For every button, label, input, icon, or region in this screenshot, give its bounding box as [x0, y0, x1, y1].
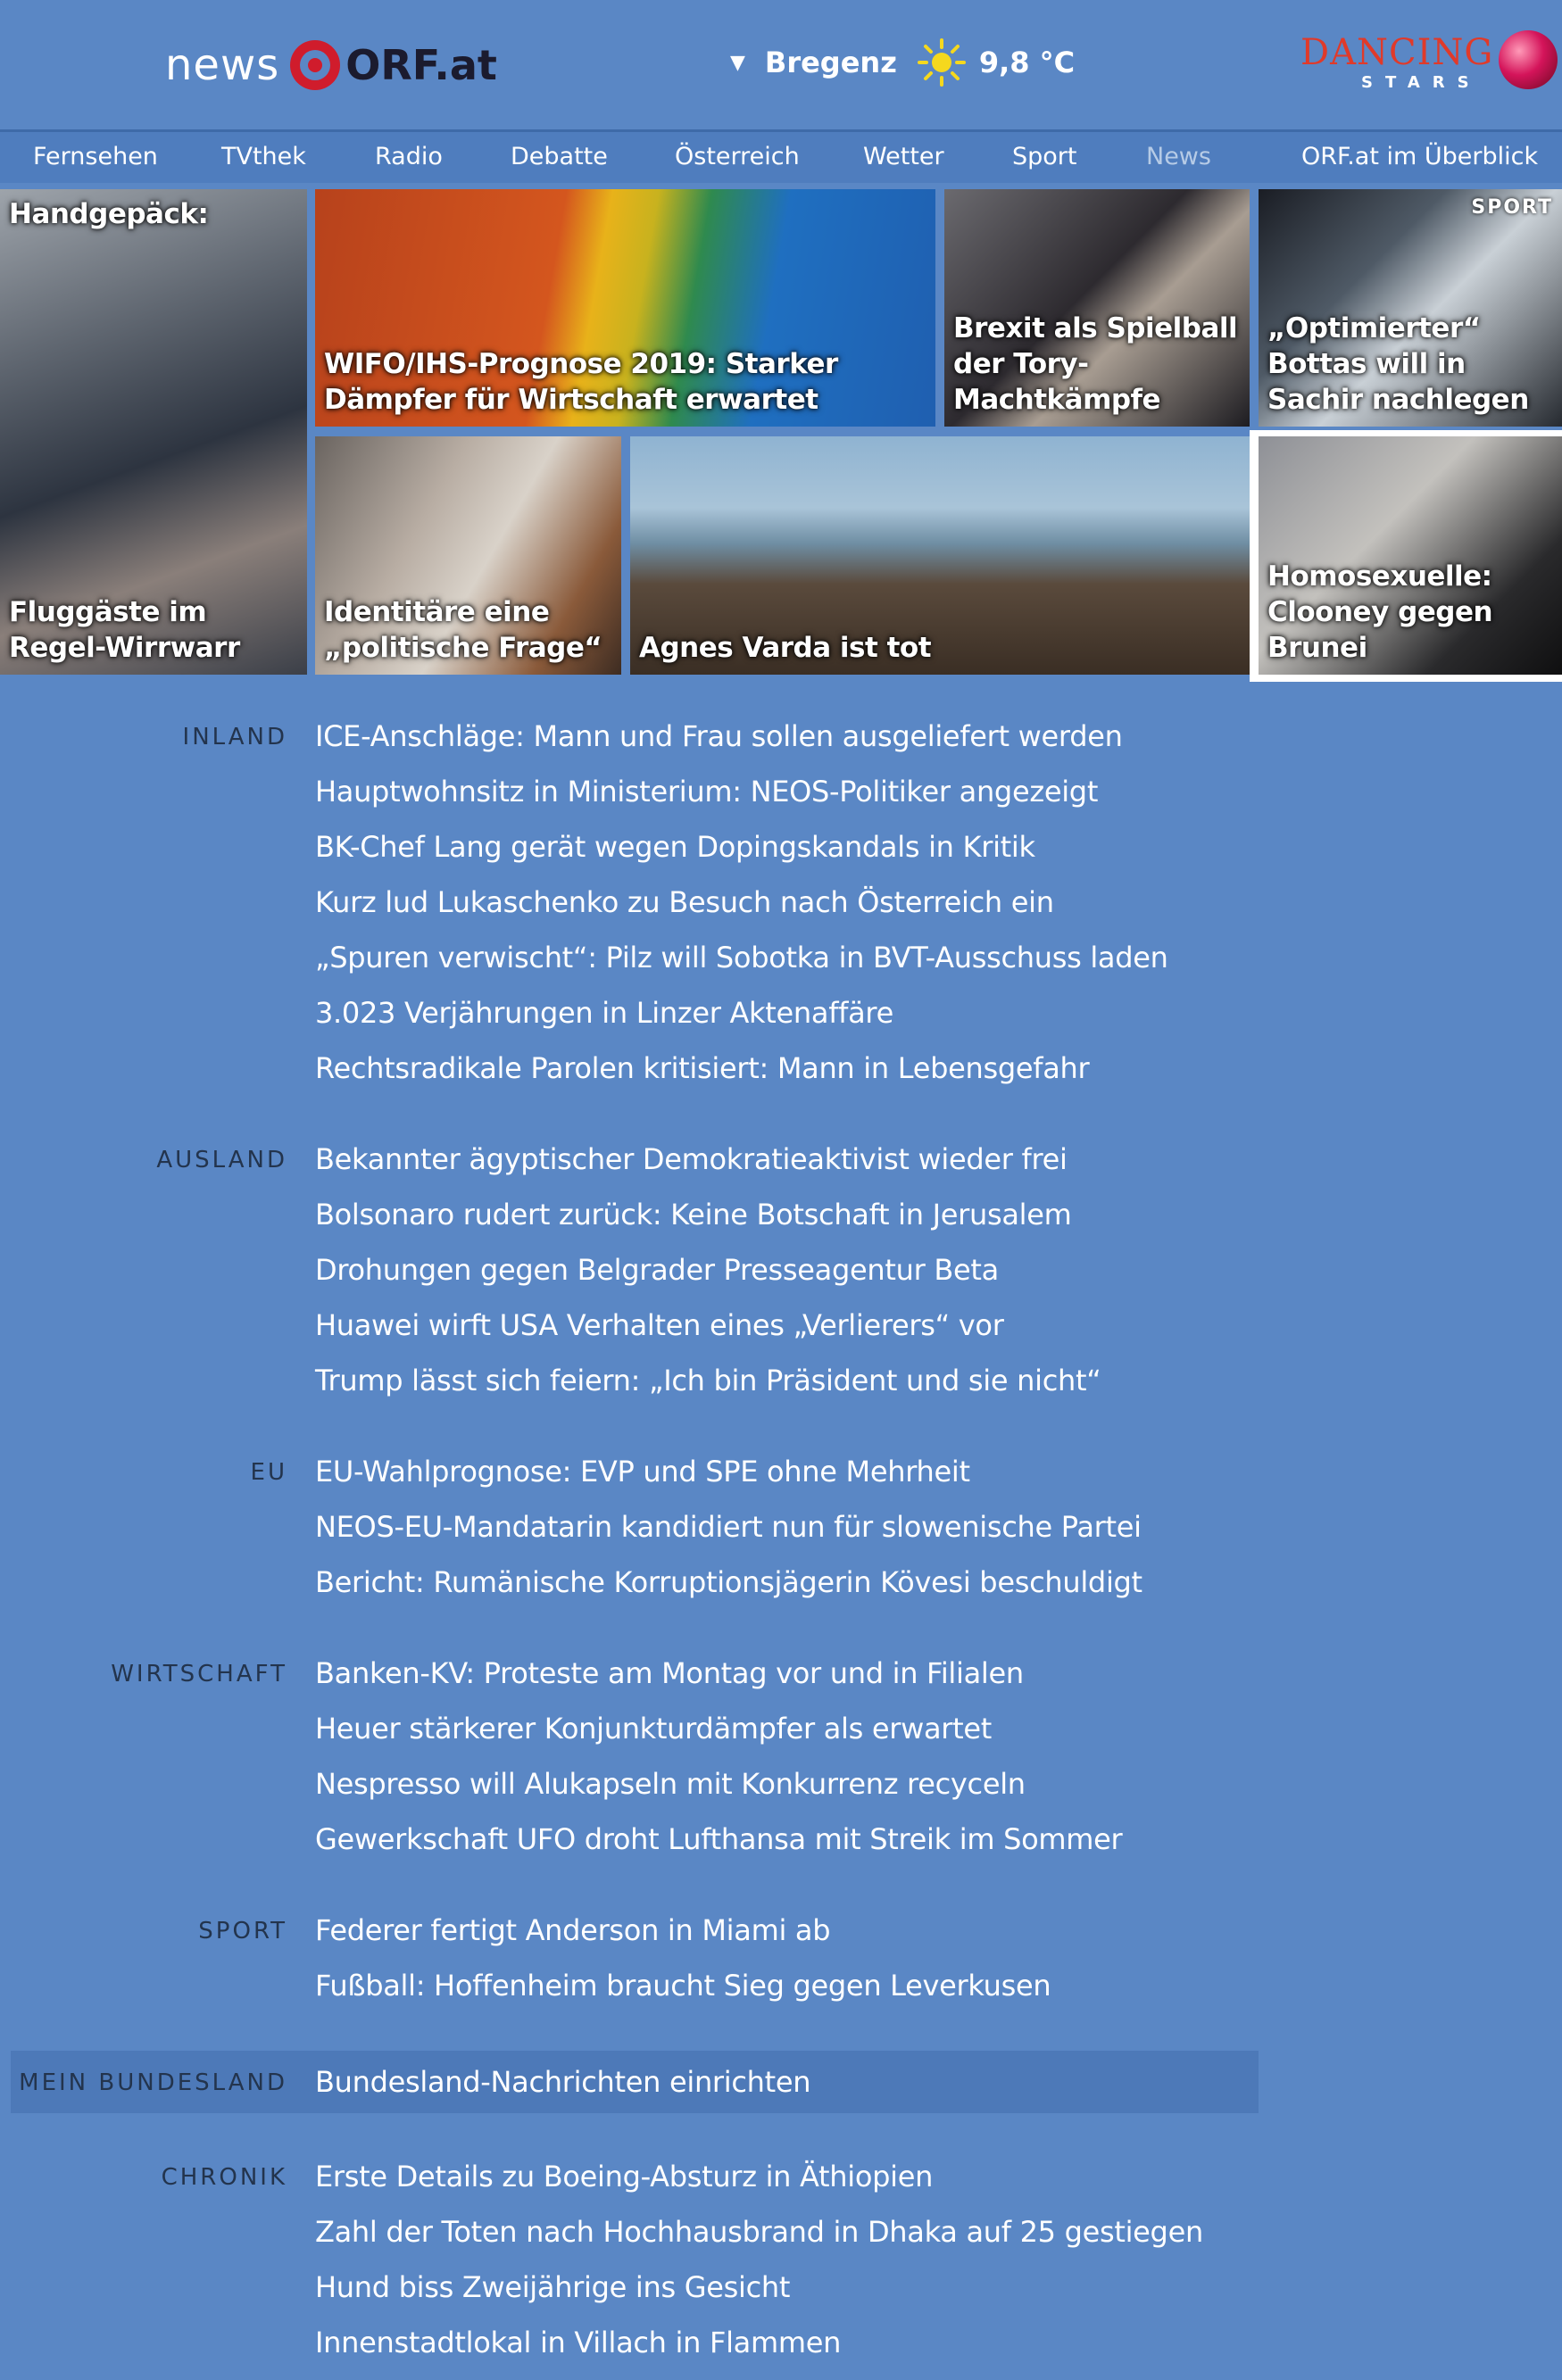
news-item[interactable]: Hund biss Zweijährige ins Gesicht: [315, 2270, 791, 2304]
tile-caption-top: Handgepäck:: [9, 198, 209, 230]
site-header: [0, 0, 1562, 129]
logo-orf-text: ORF.at: [345, 41, 497, 89]
section-label-wirtschaft[interactable]: WIRTSCHAFT: [111, 1661, 287, 1688]
news-list: [315, 1912, 1051, 2023]
promo-subtitle: STARS: [1361, 73, 1482, 92]
nav-item-fernsehen[interactable]: Fernsehen: [33, 143, 158, 170]
news-item[interactable]: Bericht: Rumänische Korruptionsjägerin Kövesi beschuldigt: [315, 1565, 1142, 1599]
tile-wifo-prognose[interactable]: [315, 189, 935, 427]
news-item[interactable]: Kurz lud Lukaschenko zu Besuch nach Österreich ein: [315, 885, 1054, 919]
tile-brexit[interactable]: [944, 189, 1250, 427]
section-label-ausland[interactable]: AUSLAND: [156, 1147, 287, 1173]
dancing-stars-promo[interactable]: [1299, 27, 1558, 98]
news-item[interactable]: Hauptwohnsitz in Ministerium: NEOS-Politiker angezeigt: [315, 775, 1099, 809]
news-item[interactable]: Heuer stärkerer Konjunkturdämpfer als erwartet: [315, 1712, 993, 1746]
news-list: [315, 1141, 1101, 1418]
news-item[interactable]: ICE-Anschläge: Mann und Frau sollen ausgeliefert werden: [315, 719, 1123, 753]
section-label-mein-bundesland[interactable]: MEIN BUNDESLAND: [19, 2069, 287, 2096]
nav-item-sport[interactable]: Sport: [1012, 143, 1077, 170]
triangle-down-icon[interactable]: ▼: [730, 51, 745, 74]
tile-caption: WIFO/IHS-Prognose 2019: Starker Dämpfer für Wirtschaft erwartet: [324, 348, 838, 416]
tile-caption: Homosexuelle: Clooney gegen Brunei: [1267, 560, 1493, 664]
news-list: [315, 2159, 1203, 2380]
news-list: [315, 1655, 1122, 1877]
news-item[interactable]: Drohungen gegen Belgrader Presseagentur Beta: [315, 1253, 999, 1287]
news-item[interactable]: Erste Details zu Boeing-Absturz in Äthiopien: [315, 2160, 934, 2193]
nav-item-orf-ueberblick[interactable]: ORF.at im Überblick: [1301, 143, 1539, 170]
nav-item-tvthek[interactable]: TVthek: [221, 143, 306, 170]
news-item[interactable]: 3.023 Verjährungen in Linzer Aktenaffäre: [315, 996, 893, 1030]
nav-item-oesterreich[interactable]: Österreich: [675, 143, 800, 170]
news-list: [315, 1454, 1142, 1620]
nav-item-news[interactable]: News: [1146, 143, 1211, 170]
news-item[interactable]: Rechtsradikale Parolen kritisiert: Mann in Lebensgefahr: [315, 1051, 1090, 1085]
news-item[interactable]: Bolsonaro rudert zurück: Keine Botschaft in Jerusalem: [315, 1198, 1072, 1231]
news-item[interactable]: Gewerkschaft UFO droht Lufthansa mit Streik im Sommer: [315, 1822, 1123, 1856]
section-label-sport[interactable]: SPORT: [198, 1918, 287, 1945]
news-item[interactable]: Nespresso will Alukapseln mit Konkurrenz recyceln: [315, 1767, 1026, 1801]
tile-caption: Identitäre eine „politische Frage“: [324, 596, 602, 664]
tile-handgepaeck[interactable]: [0, 189, 307, 675]
tile-caption: „Optimierter“ Bottas will in Sachir nachlegen: [1267, 312, 1529, 416]
weather-widget[interactable]: [730, 36, 1075, 89]
news-orf-logo[interactable]: [165, 34, 497, 96]
weather-temperature: 9,8 °C: [978, 46, 1076, 79]
news-item[interactable]: Bekannter ägyptischer Demokratieaktivist wieder frei: [315, 1142, 1068, 1176]
orf-ring-icon: [290, 40, 340, 90]
tile-agnes-varda[interactable]: [630, 436, 1250, 675]
weather-city[interactable]: Bregenz: [764, 46, 897, 79]
news-item[interactable]: „Spuren verwischt“: Pilz will Sobotka in BVT-Ausschuss laden: [315, 941, 1168, 974]
section-label-chronik[interactable]: CHRONIK: [161, 2164, 287, 2191]
logo-news-text: news: [165, 40, 280, 90]
news-list: [315, 2064, 810, 2119]
promo-title: DANCING: [1300, 32, 1494, 73]
tile-clooney-brunei[interactable]: [1259, 436, 1562, 675]
nav-item-radio[interactable]: Radio: [375, 143, 443, 170]
tile-bottas[interactable]: [1259, 189, 1562, 427]
section-label-inland[interactable]: INLAND: [182, 724, 287, 750]
news-item[interactable]: Huawei wirft USA Verhalten eines „Verlierers“ vor: [315, 1308, 1004, 1342]
news-item[interactable]: Zahl der Toten nach Hochhausbrand in Dhaka auf 25 gestiegen: [315, 2215, 1203, 2249]
nav-item-debatte[interactable]: Debatte: [511, 143, 608, 170]
sport-badge: SPORT: [1471, 196, 1553, 219]
tile-caption: Brexit als Spielball der Tory-Machtkämpfe: [953, 312, 1238, 416]
bundesland-setup-link[interactable]: Bundesland-Nachrichten einrichten: [315, 2065, 811, 2099]
news-item[interactable]: NEOS-EU-Mandatarin kandidiert nun für slowenische Partei: [315, 1510, 1142, 1544]
sun-icon: [917, 37, 967, 87]
news-item[interactable]: BK-Chef Lang gerät wegen Dopingskandals in Kritik: [315, 830, 1035, 864]
nav-item-wetter[interactable]: Wetter: [863, 143, 944, 170]
news-item[interactable]: Trump lässt sich feiern: „Ich bin Präsident und sie nicht“: [315, 1364, 1101, 1397]
news-list: [315, 718, 1168, 1106]
tile-caption: Agnes Varda ist tot: [639, 632, 932, 664]
news-item[interactable]: Banken-KV: Proteste am Montag vor und in Filialen: [315, 1656, 1024, 1690]
tile-identitaere[interactable]: [315, 436, 621, 675]
disco-ball-icon: [1499, 30, 1558, 89]
tile-caption: Fluggäste im Regel-Wirrwarr: [9, 596, 240, 664]
news-item[interactable]: Federer fertigt Anderson in Miami ab: [315, 1913, 831, 1947]
section-label-eu[interactable]: EU: [250, 1459, 287, 1486]
main-navigation: [0, 129, 1562, 183]
news-item[interactable]: EU-Wahlprognose: EVP und SPE ohne Mehrheit: [315, 1455, 970, 1489]
news-item[interactable]: Fußball: Hoffenheim braucht Sieg gegen Leverkusen: [315, 1969, 1051, 2003]
news-item[interactable]: Innenstadtlokal in Villach in Flammen: [315, 2326, 842, 2359]
